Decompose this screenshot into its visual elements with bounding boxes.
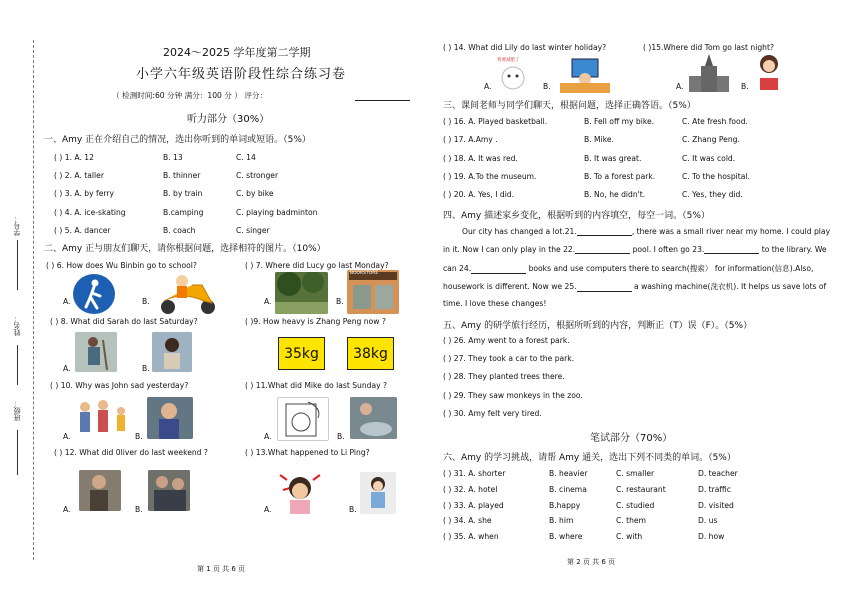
- passage-text: in it. Now I can only play in the 22.: [443, 245, 576, 254]
- option-c: C. Zhang Peng.: [682, 135, 740, 145]
- question-16: ( ) 16. A. Played basketball.: [443, 117, 548, 126]
- passage-line-4: [443, 281, 826, 292]
- student-id-line: [17, 240, 18, 290]
- written-heading: 笔试部分（70%）: [590, 433, 673, 444]
- q8-option-b: B.: [142, 364, 150, 373]
- name-label: 姓名：: [13, 315, 21, 336]
- passage-line-2: [443, 245, 827, 254]
- bookstore-picture: [347, 270, 399, 314]
- option-b: B. Fell off my bike.: [584, 117, 655, 126]
- blank-22[interactable]: [575, 245, 630, 254]
- washing-clothes-picture: [350, 397, 397, 439]
- q10-option-a: A.: [63, 432, 71, 441]
- question-12: ( ) 12. What did 0liver do last weekend ?: [54, 448, 208, 457]
- question-7: ( ) 7. Where did Lucy go last Monday?: [245, 261, 389, 270]
- section1-title: 一、Amy 正在介绍自己的情况，选出你听到的单词或短语。（5%）: [44, 135, 311, 145]
- exam-info: （ 检测时间:60 分钟 满分：100 分 ） 评分：: [112, 91, 268, 100]
- question-30: ( ) 30. Amy felt very tired.: [443, 408, 542, 418]
- q7-option-a: A.: [264, 297, 272, 306]
- blank-24[interactable]: [471, 265, 526, 274]
- q11-option-a: A.: [264, 432, 272, 441]
- question-10: ( ) 10. Why was John sad yesterday?: [50, 381, 189, 390]
- passage-line-1: [462, 227, 830, 236]
- option-c: C. It was cold.: [682, 153, 736, 163]
- weight-38kg-card: 38kg: [347, 337, 394, 370]
- question-34: ( ) 34. A. she: [443, 516, 492, 526]
- park-picture: [275, 272, 328, 314]
- option-c: C. restaurant: [616, 484, 666, 494]
- laundry-sketch-picture: [277, 397, 329, 441]
- passage-text: can 24.: [443, 264, 472, 273]
- section6-title: 六、Amy 的学习挑战，请帮 Amy 通关，选出下列不同类的单词。（5%）: [443, 453, 736, 463]
- question-28: ( ) 28. They planted trees there.: [443, 372, 565, 382]
- q10-option-b: B.: [135, 432, 143, 441]
- option-c: C. stronger: [236, 171, 279, 181]
- passage-text: Our city has changed a lot.21.: [462, 227, 577, 236]
- q15-option-a: A.: [676, 82, 684, 91]
- passage-text: a washing machine(洗衣机). It helps us save lots of: [634, 282, 827, 291]
- page-number-right: 第 2 页 共 6 页: [567, 558, 616, 566]
- bookstore-sign: BOOKSTORE: [350, 271, 379, 276]
- name-line: [17, 345, 18, 385]
- option-b: B. coach: [163, 225, 196, 235]
- student-id-label: 学号：: [13, 215, 21, 236]
- option-b: B. To a forest park.: [584, 171, 656, 181]
- option-c: C. Yes, they did.: [682, 190, 743, 200]
- class-label: 班级：: [13, 400, 21, 421]
- old-man-picture: [79, 470, 121, 511]
- question-3: ( ) 3. A. by ferry: [54, 189, 114, 199]
- passage-text: pool. I often go 23.: [632, 245, 705, 254]
- option-b: B. Mike.: [584, 135, 614, 145]
- listening-heading: 听力部分（30%）: [187, 114, 270, 125]
- section5-title: 五、Amy 的研学旅行经历，根据所听到的内容，判断正（T）误（F）。（5%）: [443, 321, 753, 331]
- question-26: ( ) 26. Amy went to a forest park.: [443, 336, 570, 345]
- q15-option-b: B.: [741, 82, 749, 91]
- option-b: B. thinner: [163, 171, 201, 181]
- headache-girl-picture: [275, 470, 325, 514]
- question-9: ( )9. How heavy is Zhang Peng now ?: [245, 317, 386, 326]
- option-c: C. To the hospital.: [682, 171, 750, 181]
- question-8: ( ) 8. What did Sarah do last Saturday?: [50, 317, 198, 326]
- question-27: ( ) 27. They took a car to the park.: [443, 354, 575, 364]
- question-11: ( ) 11.What did Mike do last Sunday ?: [245, 381, 388, 390]
- q6-option-a: A.: [63, 297, 71, 306]
- option-b: B. heavier: [549, 469, 588, 478]
- option-d: D. teacher: [698, 469, 738, 478]
- option-b: B. 13: [163, 153, 183, 162]
- question-32: ( ) 32. A. hotel: [443, 484, 498, 494]
- section4-title: 四、Amy 描述家乡变化，根据听到的内容填空，每空一词。（5%）: [443, 211, 710, 221]
- church-picture: [687, 52, 732, 94]
- option-c: C. studied: [616, 500, 655, 510]
- option-b: B. No, he didn't.: [584, 190, 646, 200]
- blank-21[interactable]: [577, 227, 632, 236]
- option-d: D. traffic: [698, 484, 731, 494]
- option-c: C. singer: [236, 225, 270, 235]
- walk-sign-picture: [73, 274, 115, 314]
- question-18: ( ) 18. A. It was red.: [443, 153, 518, 163]
- computer-boy-picture: [556, 57, 614, 94]
- sick-boy-picture: [147, 397, 193, 439]
- option-b: B. by train: [163, 189, 203, 199]
- blank-23[interactable]: [704, 245, 759, 254]
- girl-illustration-picture: [360, 472, 396, 514]
- section3-title: 三、课间老师与同学们聊天，根据问题，选择正确答语。（5%）: [443, 101, 696, 111]
- passage-text: housework is different. Now we 25.: [443, 282, 577, 291]
- option-b: B. where: [549, 532, 583, 542]
- option-d: D. visited: [698, 500, 734, 510]
- score-line: [355, 100, 410, 101]
- exam-title: 小学六年级英语阶段性综合练习卷: [136, 67, 347, 82]
- option-b: B.happy: [549, 500, 581, 510]
- q14-option-b: B.: [543, 82, 551, 91]
- option-d: D. how: [698, 532, 725, 542]
- diet-bubble-text: 我要减肥了: [497, 58, 520, 63]
- q14-option-a: A.: [484, 82, 492, 91]
- q12-option-a: A.: [63, 505, 71, 514]
- option-c: C. 14: [236, 153, 256, 162]
- question-33: ( ) 33. A. played: [443, 500, 504, 510]
- passage-text: books and use computers there to search(搜索） for information(信息).Also,: [528, 264, 814, 273]
- passage-line-5: time. I love these changes!: [443, 299, 547, 308]
- question-14: ( ) 14. What did Lily do last winter holiday?: [443, 43, 607, 52]
- question-6: ( ) 6. How does Wu Binbin go to school?: [46, 261, 197, 270]
- question-35: ( ) 35. A. when: [443, 532, 499, 542]
- option-c: C. playing badminton: [236, 207, 318, 217]
- question-1: ( ) 1. A. 12: [54, 153, 94, 162]
- option-c: C. smaller: [616, 469, 655, 478]
- housework-picture: [75, 332, 117, 372]
- question-5: ( ) 5. A. dancer: [54, 225, 111, 235]
- option-d: D. us: [698, 516, 718, 526]
- question-29: ( ) 29. They saw monkeys in the zoo.: [443, 390, 583, 400]
- option-b: B. cinema: [549, 484, 587, 494]
- blank-25[interactable]: [577, 283, 632, 292]
- page-number-left: 第 1 页 共 6 页: [197, 565, 246, 573]
- question-31: ( ) 31. A. shorter: [443, 469, 506, 478]
- weight-35kg-card: 35kg: [278, 337, 325, 370]
- q13-option-a: A.: [264, 505, 272, 514]
- question-15: ( )15.Where did Tom go last night?: [643, 43, 774, 52]
- q11-option-b: B.: [337, 432, 345, 441]
- reading-picture: [152, 332, 192, 372]
- school-year: 2024～2025 学年度第二学期: [163, 46, 311, 59]
- family-picture: [73, 397, 135, 439]
- question-20: ( ) 20. A. Yes, I did.: [443, 190, 515, 200]
- scooter-picture: [152, 273, 224, 315]
- q8-option-a: A.: [63, 364, 71, 373]
- binding-line: [33, 40, 34, 560]
- option-c: C. by bike: [236, 189, 274, 199]
- option-b: B. him: [549, 516, 574, 526]
- q7-option-b: B.: [336, 297, 344, 306]
- question-19: ( ) 19. A.To the museum.: [443, 171, 537, 181]
- class-line: [17, 430, 18, 475]
- question-2: ( ) 2. A. taller: [54, 171, 104, 181]
- option-b: B.camping: [163, 207, 204, 217]
- option-c: C. with: [616, 532, 643, 542]
- option-c: C. Ate fresh food.: [682, 117, 748, 126]
- option-b: B. It was great.: [584, 153, 642, 163]
- q12-option-b: B.: [135, 505, 143, 514]
- two-men-picture: [148, 470, 190, 511]
- option-c: C. them: [616, 516, 646, 526]
- passage-text: to the library. We: [761, 245, 827, 254]
- question-17: ( ) 17. A.Amy .: [443, 135, 498, 145]
- passage-line-3: [443, 263, 813, 274]
- question-4: ( ) 4. A. ice-skating: [54, 207, 126, 217]
- q6-option-b: B.: [142, 297, 150, 306]
- reading-girl-picture: [752, 52, 786, 94]
- q13-option-b: B.: [349, 505, 357, 514]
- passage-text: , there was a small river near my home. I could play: [631, 227, 831, 236]
- question-13: ( ) 13.What happened to Li Ping?: [245, 448, 370, 457]
- section2-title: 二、Amy 正与朋友们聊天，请你根据问题，选择相符的图片。（10%）: [44, 244, 326, 254]
